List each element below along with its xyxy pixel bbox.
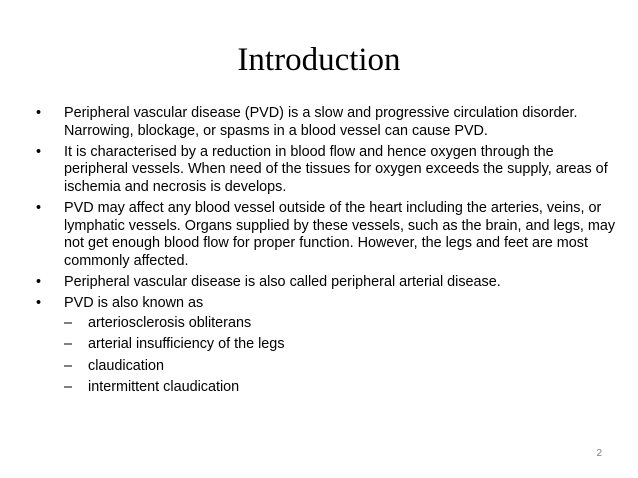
- bullet-text: Peripheral vascular disease is also called peripheral arterial disease.: [64, 273, 501, 290]
- sub-bullet-text: arterial insufficiency of the legs: [88, 336, 285, 353]
- bullet-list: [36, 105, 616, 397]
- bullet-marker: •: [36, 273, 42, 290]
- slide-title: Introduction: [237, 42, 401, 78]
- sub-bullet-item: [64, 379, 616, 397]
- sub-bullet-text: claudication: [88, 357, 165, 374]
- bullet-item: [36, 295, 616, 397]
- sub-bullet-text: arteriosclerosis obliterans: [88, 314, 252, 331]
- sub-bullet-text: intermittent claudication: [88, 379, 240, 396]
- bullet-marker: •: [36, 199, 42, 216]
- bullet-text: PVD is also known as: [64, 294, 204, 311]
- sub-bullet-marker: –: [64, 336, 73, 353]
- bullet-marker: •: [36, 105, 42, 121]
- bullet-text: Peripheral vascular disease (PVD) is a slow and progressive circulation disorder. Narrowing, blockage, or spasms in a blood vessel can cause PVD.: [64, 105, 578, 139]
- bullet-item: [36, 105, 616, 140]
- sub-bullet-item: [64, 315, 616, 333]
- bullet-item: [36, 144, 616, 197]
- sub-bullet-marker: –: [64, 314, 73, 331]
- sub-bullet-item: [64, 336, 616, 354]
- bullet-item: [36, 200, 616, 270]
- sub-bullet-marker: –: [64, 379, 73, 396]
- sub-bullet-item: [64, 358, 616, 376]
- bullet-marker: •: [36, 143, 42, 160]
- slide-content: [36, 105, 616, 401]
- bullet-text: PVD may affect any blood vessel outside of the heart including the arteries, veins, or lymphatic vessels. Organs supplied by these vessels, such as the brain, and legs, may not get enough blood flow for proper function. However, the legs and feet are most commonly affected.: [64, 199, 616, 269]
- bullet-marker: •: [36, 294, 42, 311]
- page-number: 2: [596, 448, 602, 459]
- sub-bullet-marker: –: [64, 357, 73, 374]
- bullet-item: [36, 274, 616, 292]
- sub-bullet-list: [64, 315, 616, 397]
- bullet-text: It is characterised by a reduction in blood flow and hence oxygen through the peripheral vessels. When need of the tissues for oxygen exceeds the supply, areas of ischemia and necrosis is develops.: [64, 143, 608, 195]
